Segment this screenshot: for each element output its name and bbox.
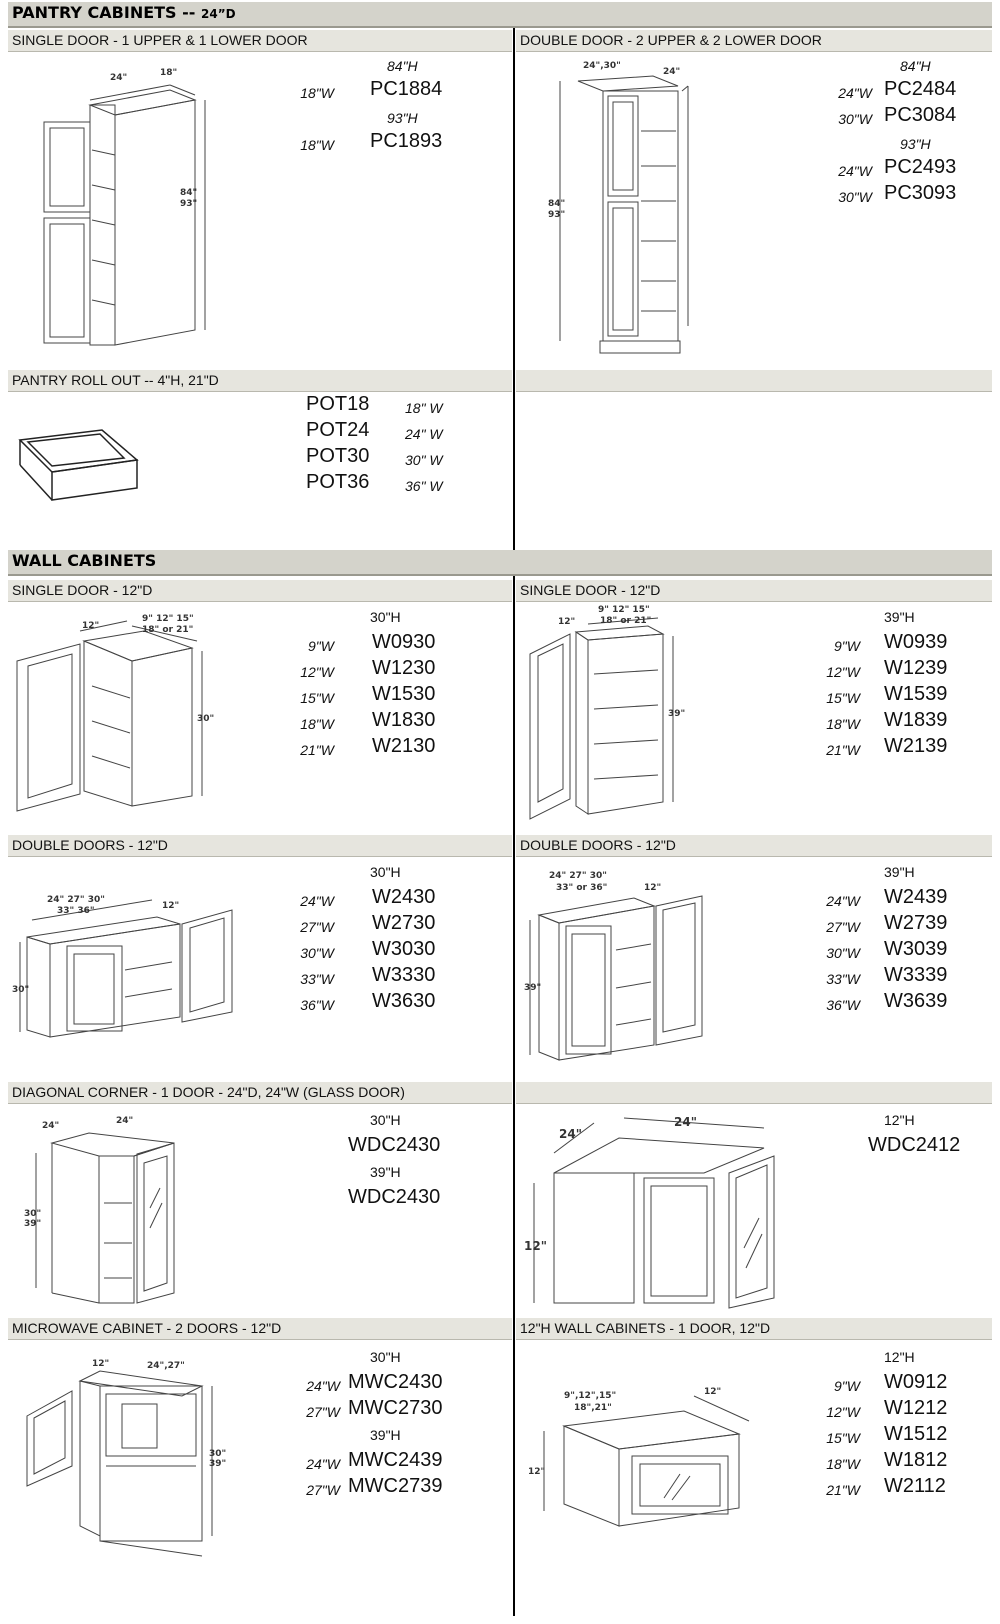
wall-single30-code2: W1230 <box>372 657 436 679</box>
wall-single30-w2: 12"W <box>300 664 334 680</box>
wall-double30-dim-w1: 24" 27" 30" <box>47 895 105 905</box>
wall-microwave-code2: MWC2730 <box>348 1397 443 1419</box>
wall-12h-drawing <box>524 1376 769 1546</box>
wall-single39-dim-w2: 18" or 21" <box>600 616 652 626</box>
wall-diagonal12-dim-h: 12" <box>524 1239 547 1253</box>
wall-microwave-header: MICROWAVE CABINET - 2 DOORS - 12"D <box>8 1318 512 1340</box>
wall-section-title <box>8 550 992 576</box>
wall-single30-h: 30"H <box>370 609 401 625</box>
wall-single30-dim-w2: 18" or 21" <box>142 625 194 635</box>
wall-double39-code1: W2439 <box>884 886 948 908</box>
wall-single39-header: SINGLE DOOR - 12"D <box>516 580 992 602</box>
wall-12h-header: 12"H WALL CABINETS - 1 DOOR, 12"D <box>516 1318 992 1340</box>
wall-single39-drawing <box>528 604 703 824</box>
wall-double30-code1: W2430 <box>372 886 436 908</box>
wall-single30-code5: W2130 <box>372 735 436 757</box>
wall-microwave-drawing <box>22 1346 232 1561</box>
wall-double39-header: DOUBLE DOORS - 12"D <box>516 835 992 857</box>
column-divider-top <box>513 28 515 550</box>
wall-double30-h: 30"H <box>370 864 401 880</box>
wall-microwave-w3: 24"W <box>306 1456 340 1472</box>
pantry-single-h2: 93"H <box>387 110 418 126</box>
wall-double39-dim-h: 39" <box>524 983 542 993</box>
wall-double39-w4: 33"W <box>826 971 860 987</box>
wall-double30-w5: 36"W <box>300 997 334 1013</box>
rollout-code2: POT24 <box>306 419 370 441</box>
wall-double39-code3: W3039 <box>884 938 948 960</box>
pantry-double-dim-width: 24",30" <box>583 61 621 71</box>
wall-single39-w4: 18"W <box>826 716 860 732</box>
wall-microwave-dim-depth: 12" <box>92 1359 110 1369</box>
wall-diagonal12-dim-b: 24" <box>674 1115 697 1129</box>
rollout-w1: 18" W <box>405 400 443 416</box>
wall-double30-w1: 24"W <box>300 893 334 909</box>
wall-single30-w1: 9"W <box>308 638 334 654</box>
wall-12h-code5: W2112 <box>884 1475 946 1497</box>
wall-single39-dim-depth: 12" <box>558 617 576 627</box>
pantry-rollout-header-right <box>516 370 992 392</box>
wall-12h-code4: W1812 <box>884 1449 948 1471</box>
wall-diagonal-dim-b: 24" <box>116 1116 134 1126</box>
wall-diagonal12-code: WDC2412 <box>868 1134 961 1156</box>
wall-single39-w5: 21"W <box>826 742 860 758</box>
wall-12h-dim-depth: 12" <box>704 1387 722 1397</box>
wall-double30-dim-h: 30" <box>12 985 30 995</box>
wall-double39-code5: W3639 <box>884 990 948 1012</box>
wall-diagonal12-header <box>516 1082 992 1104</box>
wall-microwave-dim-h1: 30" <box>209 1449 227 1459</box>
pantry-rollout-drawing <box>12 420 142 510</box>
wall-double30-dim-w2: 33" 36" <box>57 906 95 916</box>
wall-microwave-code1: MWC2430 <box>348 1371 443 1393</box>
wall-double30-code2: W2730 <box>372 912 436 934</box>
pantry-single-code2: PC1893 <box>370 130 443 152</box>
pantry-single-h1: 84"H <box>387 58 418 74</box>
wall-12h-w4: 18"W <box>826 1456 860 1472</box>
pantry-single-w1: 18"W <box>300 85 334 101</box>
wall-12h-code1: W0912 <box>884 1371 948 1393</box>
rollout-code1: POT18 <box>306 393 370 415</box>
wall-double39-dim-depth: 12" <box>644 883 662 893</box>
wall-diagonal-drawing <box>24 1108 204 1308</box>
wall-microwave-code3: MWC2439 <box>348 1449 443 1471</box>
pantry-double-h2: 93"H <box>900 136 931 152</box>
wall-single30-drawing <box>12 606 237 816</box>
rollout-w4: 36" W <box>405 478 443 494</box>
wall-double30-code5: W3630 <box>372 990 436 1012</box>
pantry-double-dim-depth: 24" <box>663 67 681 77</box>
rollout-w2: 24" W <box>405 426 443 442</box>
wall-double30-w4: 33"W <box>300 971 334 987</box>
wall-double39-code2: W2739 <box>884 912 948 934</box>
wall-double30-drawing <box>12 862 242 1052</box>
pantry-title-depth: 24”D <box>201 7 236 21</box>
pantry-double-w4: 30"W <box>838 189 872 205</box>
wall-12h-dim-w1: 9",12",15" <box>564 1391 617 1401</box>
pantry-double-code1: PC2484 <box>884 78 957 100</box>
wall-microwave-dim-h2: 39" <box>209 1459 227 1469</box>
wall-diagonal-code2: WDC2430 <box>348 1186 441 1208</box>
wall-single30-dim-depth: 12" <box>82 621 100 631</box>
wall-microwave-w4: 27"W <box>306 1482 340 1498</box>
pantry-double-code3: PC2493 <box>884 156 957 178</box>
pantry-single-header: SINGLE DOOR - 1 UPPER & 1 LOWER DOOR <box>8 30 512 52</box>
wall-diagonal-header: DIAGONAL CORNER - 1 DOOR - 24"D, 24"W (GLASS DOOR) <box>8 1082 512 1104</box>
wall-single39-code2: W1239 <box>884 657 948 679</box>
wall-12h-dim-w2: 18",21" <box>574 1403 612 1413</box>
pantry-double-header: DOUBLE DOOR - 2 UPPER & 2 LOWER DOOR <box>516 30 992 52</box>
wall-12h-code3: W1512 <box>884 1423 948 1445</box>
wall-diagonal12-drawing <box>524 1108 784 1313</box>
wall-12h-dim-h: 12" <box>528 1467 546 1477</box>
wall-12h-w3: 15"W <box>826 1430 860 1446</box>
pantry-single-dim-width: 24" <box>110 73 128 83</box>
rollout-code3: POT30 <box>306 445 370 467</box>
wall-diagonal-code1: WDC2430 <box>348 1134 441 1156</box>
pantry-rollout-header: PANTRY ROLL OUT -- 4"H, 21"D <box>8 370 512 392</box>
wall-double39-code4: W3339 <box>884 964 948 986</box>
wall-12h-w5: 21"W <box>826 1482 860 1498</box>
wall-single30-code4: W1830 <box>372 709 436 731</box>
wall-title-text: WALL CABINETS <box>12 551 157 570</box>
wall-double30-code4: W3330 <box>372 964 436 986</box>
wall-diagonal-dim-h1: 30" <box>24 1209 42 1219</box>
wall-single30-code1: W0930 <box>372 631 436 653</box>
wall-12h-code2: W1212 <box>884 1397 948 1419</box>
wall-single39-code3: W1539 <box>884 683 948 705</box>
wall-single39-dim-w1: 9" 12" 15" <box>598 605 650 615</box>
wall-single30-header: SINGLE DOOR - 12"D <box>8 580 512 602</box>
wall-double30-dim-depth: 12" <box>162 901 180 911</box>
wall-single30-code3: W1530 <box>372 683 436 705</box>
pantry-double-w3: 24"W <box>838 163 872 179</box>
wall-microwave-code4: MWC2739 <box>348 1475 443 1497</box>
pantry-single-code1: PC1884 <box>370 78 443 100</box>
pantry-double-dim-h2: 93" <box>548 210 566 220</box>
wall-double30-code3: W3030 <box>372 938 436 960</box>
pantry-single-dim-h1: 84" <box>180 188 198 198</box>
wall-double30-header: DOUBLE DOORS - 12"D <box>8 835 512 857</box>
wall-12h-w2: 12"W <box>826 1404 860 1420</box>
wall-microwave-h1: 30"H <box>370 1349 401 1365</box>
pantry-double-drawing <box>548 56 718 366</box>
wall-double39-w2: 27"W <box>826 919 860 935</box>
wall-microwave-w1: 24"W <box>306 1378 340 1394</box>
wall-single30-w4: 18"W <box>300 716 334 732</box>
pantry-double-w1: 24"W <box>838 85 872 101</box>
column-divider-bottom <box>513 576 515 1616</box>
pantry-double-h1: 84"H <box>900 58 931 74</box>
wall-single30-dim-w1: 9" 12" 15" <box>142 614 194 624</box>
pantry-single-dim-h2: 93" <box>180 199 198 209</box>
pantry-section-title <box>8 2 992 28</box>
pantry-double-code2: PC3084 <box>884 104 957 126</box>
wall-12h-w1: 9"W <box>834 1378 860 1394</box>
pantry-title-text: PANTRY CABINETS -- <box>12 3 201 22</box>
wall-microwave-dim-width: 24",27" <box>147 1361 185 1371</box>
wall-double30-w2: 27"W <box>300 919 334 935</box>
wall-double39-dim-w2: 33" or 36" <box>556 883 608 893</box>
pantry-double-dim-h1: 84" <box>548 199 566 209</box>
wall-diagonal12-dim-a: 24" <box>559 1127 582 1141</box>
wall-12h-h: 12"H <box>884 1349 915 1365</box>
wall-double39-w1: 24"W <box>826 893 860 909</box>
wall-single39-w1: 9"W <box>834 638 860 654</box>
pantry-double-code4: PC3093 <box>884 182 957 204</box>
rollout-w3: 30" W <box>405 452 443 468</box>
wall-single39-code4: W1839 <box>884 709 948 731</box>
wall-double30-w3: 30"W <box>300 945 334 961</box>
wall-diagonal-h1: 30"H <box>370 1112 401 1128</box>
wall-single39-h: 39"H <box>884 609 915 625</box>
wall-diagonal-h2: 39"H <box>370 1164 401 1180</box>
wall-diagonal-dim-a: 24" <box>42 1121 60 1131</box>
wall-double39-drawing <box>524 860 724 1070</box>
wall-single30-w5: 21"W <box>300 742 334 758</box>
wall-microwave-h2: 39"H <box>370 1427 401 1443</box>
wall-single39-dim-h: 39" <box>668 709 686 719</box>
pantry-single-w2: 18"W <box>300 137 334 153</box>
wall-double39-dim-w1: 24" 27" 30" <box>549 871 607 881</box>
wall-diagonal12-h: 12"H <box>884 1112 915 1128</box>
wall-double39-w3: 30"W <box>826 945 860 961</box>
wall-double39-w5: 36"W <box>826 997 860 1013</box>
wall-single39-code5: W2139 <box>884 735 948 757</box>
wall-single30-w3: 15"W <box>300 690 334 706</box>
wall-single30-dim-h: 30" <box>197 714 215 724</box>
wall-single39-w2: 12"W <box>826 664 860 680</box>
rollout-code4: POT36 <box>306 471 370 493</box>
wall-double39-h: 39"H <box>884 864 915 880</box>
wall-diagonal-dim-h2: 39" <box>24 1219 42 1229</box>
wall-single39-w3: 15"W <box>826 690 860 706</box>
pantry-single-dim-depth: 18" <box>160 68 178 78</box>
pantry-double-w2: 30"W <box>838 111 872 127</box>
wall-single39-code1: W0939 <box>884 631 948 653</box>
pantry-single-drawing <box>30 60 230 365</box>
wall-microwave-w2: 27"W <box>306 1404 340 1420</box>
